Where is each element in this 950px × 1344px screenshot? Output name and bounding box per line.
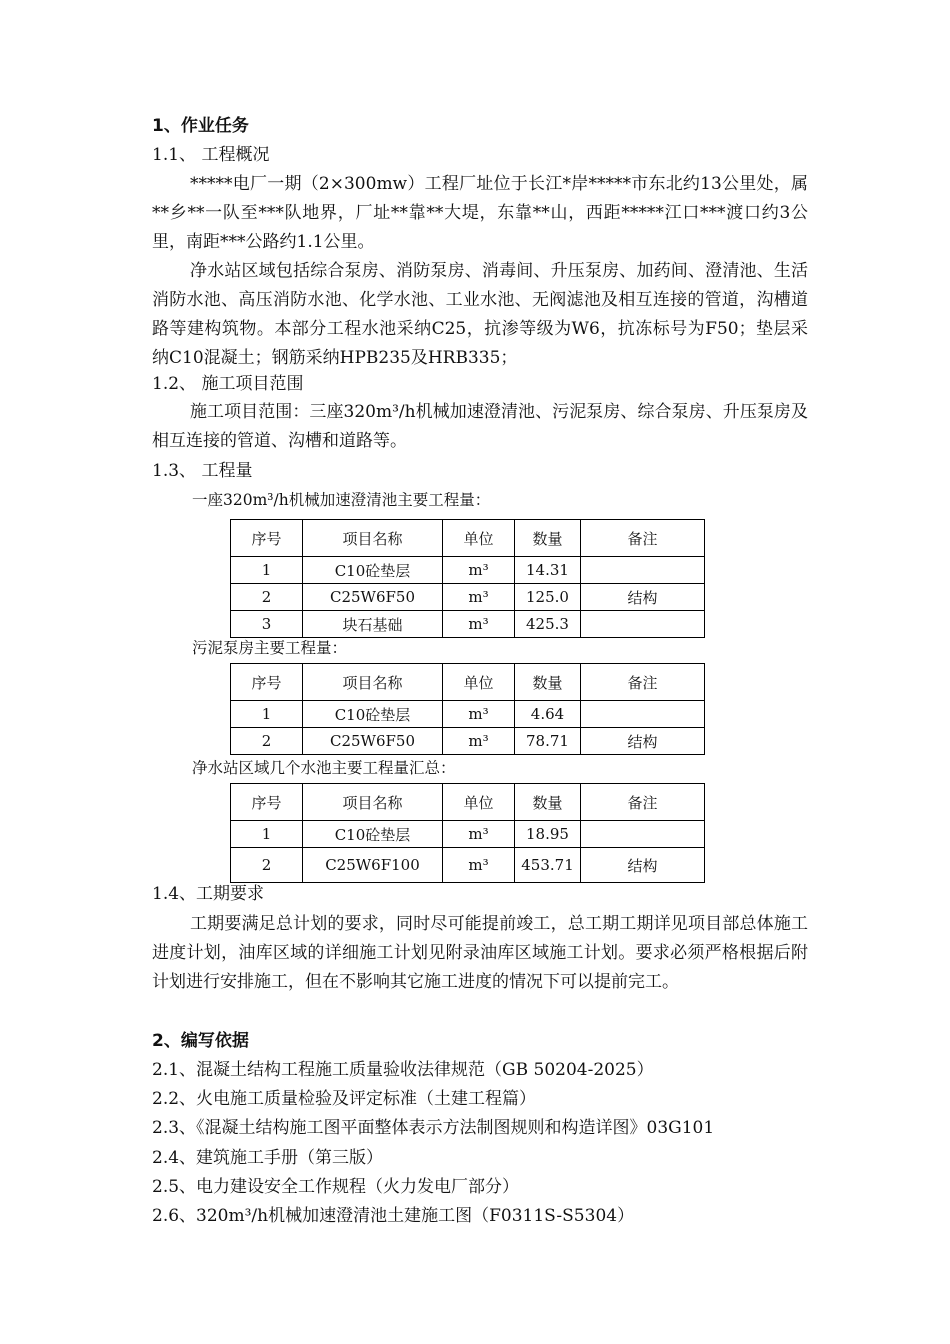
header-item: 项目名称 (303, 784, 443, 821)
paragraph-scope: 施工项目范围：三座320m³/h机械加速澄清池、污泥泵房、综合泵房、升压泵房及相互连接的管道、沟槽和道路等。 (152, 402, 808, 451)
table-row (231, 848, 705, 883)
heading-1-1: 1.1、 工程概况 (152, 145, 270, 165)
table-row (231, 611, 705, 638)
table-3-caption: 净水站区域几个水池主要工程量汇总： (192, 759, 456, 777)
header-item: 项目名称 (303, 520, 443, 557)
cell-qty: 453.71 (515, 848, 581, 883)
quantity-table-water-station-summary (230, 783, 705, 883)
cell-no: 3 (231, 611, 303, 638)
table-row (231, 728, 705, 755)
cell-item: 块石基础 (303, 611, 443, 638)
cell-unit: m³ (443, 701, 515, 728)
heading-1-2: 1.2、 施工项目范围 (152, 374, 304, 394)
table-header-row (231, 784, 705, 821)
cell-note (581, 557, 705, 584)
reference-item: 2.4、建筑施工手册（第三版） (152, 1148, 384, 1168)
cell-unit: m³ (443, 821, 515, 848)
cell-note: 结构 (581, 584, 705, 611)
cell-item: C25W6F100 (303, 848, 443, 883)
table-row (231, 557, 705, 584)
cell-qty: 14.31 (515, 557, 581, 584)
cell-unit: m³ (443, 848, 515, 883)
cell-no: 2 (231, 728, 303, 755)
cell-note (581, 611, 705, 638)
cell-no: 2 (231, 848, 303, 883)
cell-item: C10砼垫层 (303, 701, 443, 728)
cell-qty: 18.95 (515, 821, 581, 848)
cell-item: C25W6F50 (303, 728, 443, 755)
header-no: 序号 (231, 520, 303, 557)
reference-item: 2.6、320m³/h机械加速澄清池土建施工图（F0311S-S5304） (152, 1206, 635, 1226)
cell-item: C25W6F50 (303, 584, 443, 611)
table-header-row (231, 664, 705, 701)
heading-1-4: 1.4、工期要求 (152, 884, 265, 904)
table-row (231, 701, 705, 728)
cell-note: 结构 (581, 728, 705, 755)
header-note: 备注 (581, 664, 705, 701)
reference-item: 2.1、混凝土结构工程施工质量验收法律规范（GB 50204-2025） (152, 1060, 654, 1080)
header-unit: 单位 (443, 520, 515, 557)
reference-item: 2.3、《混凝土结构施工图平面整体表示方法制图规则和构造详图》03G101 (152, 1118, 715, 1138)
table-header-row (231, 520, 705, 557)
table-row (231, 821, 705, 848)
section-1-title: 1、作业任务 (152, 116, 249, 136)
header-qty: 数量 (515, 520, 581, 557)
cell-qty: 425.3 (515, 611, 581, 638)
cell-unit: m³ (443, 728, 515, 755)
cell-note (581, 701, 705, 728)
cell-unit: m³ (443, 611, 515, 638)
header-note: 备注 (581, 784, 705, 821)
cell-qty: 4.64 (515, 701, 581, 728)
header-note: 备注 (581, 520, 705, 557)
header-unit: 单位 (443, 664, 515, 701)
table-2-caption: 污泥泵房主要工程量： (192, 639, 348, 657)
quantity-table-clarifier (230, 519, 705, 638)
header-no: 序号 (231, 784, 303, 821)
header-qty: 数量 (515, 784, 581, 821)
reference-item: 2.5、电力建设安全工作规程（火力发电厂部分） (152, 1177, 520, 1197)
cell-qty: 78.71 (515, 728, 581, 755)
cell-item: C10砼垫层 (303, 557, 443, 584)
cell-no: 1 (231, 821, 303, 848)
cell-note: 结构 (581, 848, 705, 883)
header-item: 项目名称 (303, 664, 443, 701)
table-row (231, 584, 705, 611)
cell-no: 1 (231, 557, 303, 584)
cell-no: 1 (231, 701, 303, 728)
reference-item: 2.2、火电施工质量检验及评定标准（土建工程篇） (152, 1089, 537, 1109)
paragraph-overview-2: 净水站区域包括综合泵房、消防泵房、消毒间、升压泵房、加药间、澄清池、生活消防水池、高压消防水池、化学水池、工业水池、无阀滤池及相互连接的管道，沟槽道路等建构筑物。本部分工程水池采纳C25，抗渗等级为W6，抗冻标号为F50；垫层采纳C10混凝土；钢筋采纳HPB235及HRB335； (152, 261, 808, 368)
cell-unit: m³ (443, 557, 515, 584)
quantity-table-sludge-pump-house (230, 663, 705, 755)
cell-item: C10砼垫层 (303, 821, 443, 848)
heading-1-3: 1.3、 工程量 (152, 461, 253, 481)
cell-unit: m³ (443, 584, 515, 611)
section-2-title: 2、编写依据 (152, 1031, 249, 1051)
cell-note (581, 821, 705, 848)
header-qty: 数量 (515, 664, 581, 701)
header-unit: 单位 (443, 784, 515, 821)
paragraph-schedule: 工期要满足总计划的要求，同时尽可能提前竣工，总工期工期详见项目部总体施工进度计划，油库区域的详细施工计划见附录油库区域施工计划。要求必须严格根据后附计划进行安排施工，但在不影响其它施工进度的情况下可以提前完工。 (152, 914, 808, 992)
paragraph-overview-1: *****电厂一期（2×300mw）工程厂址位于长江*岸*****市东北约13公里处，属**乡**一队至***队地界，厂址**靠**大堤，东靠**山，西距*****江口***渡口约3公里，南距***公路约1.1公里。 (152, 174, 808, 252)
header-no: 序号 (231, 664, 303, 701)
cell-no: 2 (231, 584, 303, 611)
table-1-caption: 一座320m³/h机械加速澄清池主要工程量： (192, 491, 491, 509)
cell-qty: 125.0 (515, 584, 581, 611)
